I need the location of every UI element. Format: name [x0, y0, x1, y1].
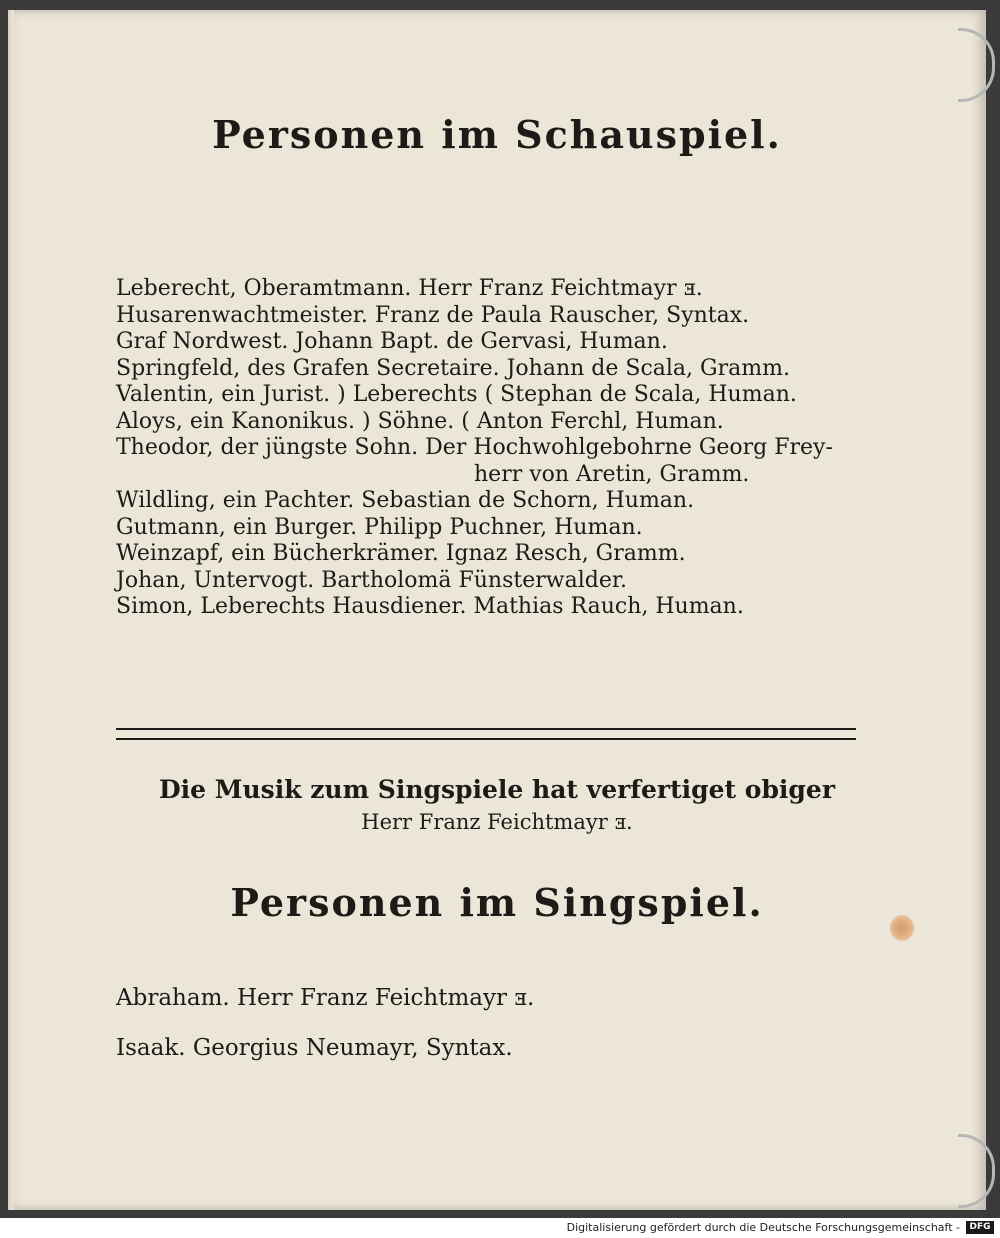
cast-row-simon: Simon, Leberechts Hausdiener. Mathias Rauch, Human. [116, 594, 744, 619]
cast-row-valentin: Valentin, ein Jurist. ) Leberechts ( Stephan de Scala, Human. [116, 382, 797, 407]
sing-row-abraham: Abraham. Herr Franz Feichtmayr ⱻ. [116, 985, 535, 1011]
binder-clip-bottom [958, 1134, 995, 1208]
cast-row-theodor: Theodor, der jüngste Sohn. Der Hochwohlgebohrne Georg Frey- [116, 435, 833, 460]
binder-clip-top [958, 28, 995, 102]
music-credit-composer: Herr Franz Feichtmayr ⱻ. [361, 810, 633, 834]
dfg-logo-icon: DFG [966, 1221, 994, 1234]
cast-title: Personen im Schauspiel. [212, 112, 782, 157]
footer-credit-text: Digitalisierung gefördert durch die Deutsche Forschungsgemeinschaft - [566, 1221, 960, 1234]
cast-row-gutmann: Gutmann, ein Burger. Philipp Puchner, Human. [116, 514, 643, 540]
cast-row-springfeld: Springfeld, des Grafen Secretaire. Johann de Scala, Gramm. [116, 355, 790, 381]
divider-rule-bottom [116, 738, 856, 740]
book-page [8, 10, 986, 1210]
cast-row-wildling: Wildling, ein Pachter. Sebastian de Schorn, Human. [116, 488, 695, 513]
cast-row-leberecht: Leberecht, Oberamtmann. Herr Franz Feichtmayr ⱻ. [116, 276, 703, 301]
cast-row-graf-nordwest: Graf Nordwest. Johann Bapt. de Gervasi, Human. [116, 329, 668, 354]
divider-rule-top [116, 728, 856, 730]
sing-row-isaak: Isaak. Georgius Neumayr, Syntax. [116, 1035, 513, 1061]
music-credit-line: Die Musik zum Singspiele hat verfertiget obiger [159, 775, 835, 804]
cast-list [116, 276, 876, 621]
cast-row-weinzapf: Weinzapf, ein Bücherkrämer. Ignaz Resch, Gramm. [116, 541, 686, 566]
singspiel-title: Personen im Singspiel. [230, 880, 764, 925]
cast-row-theodor-continued: herr von Aretin, Gramm. [474, 461, 750, 487]
cast-row-johan: Johan, Untervogt. Bartholomä Fünsterwalder. [116, 567, 627, 593]
footer-bar [0, 1218, 1000, 1238]
cast-row-aloys: Aloys, ein Kanonikus. ) Söhne. ( Anton Ferchl, Human. [116, 408, 724, 434]
page-edge [8, 10, 14, 1210]
cast-row-husarenwachtmeister: Husarenwachtmeister. Franz de Paula Rauscher, Syntax. [116, 302, 750, 328]
